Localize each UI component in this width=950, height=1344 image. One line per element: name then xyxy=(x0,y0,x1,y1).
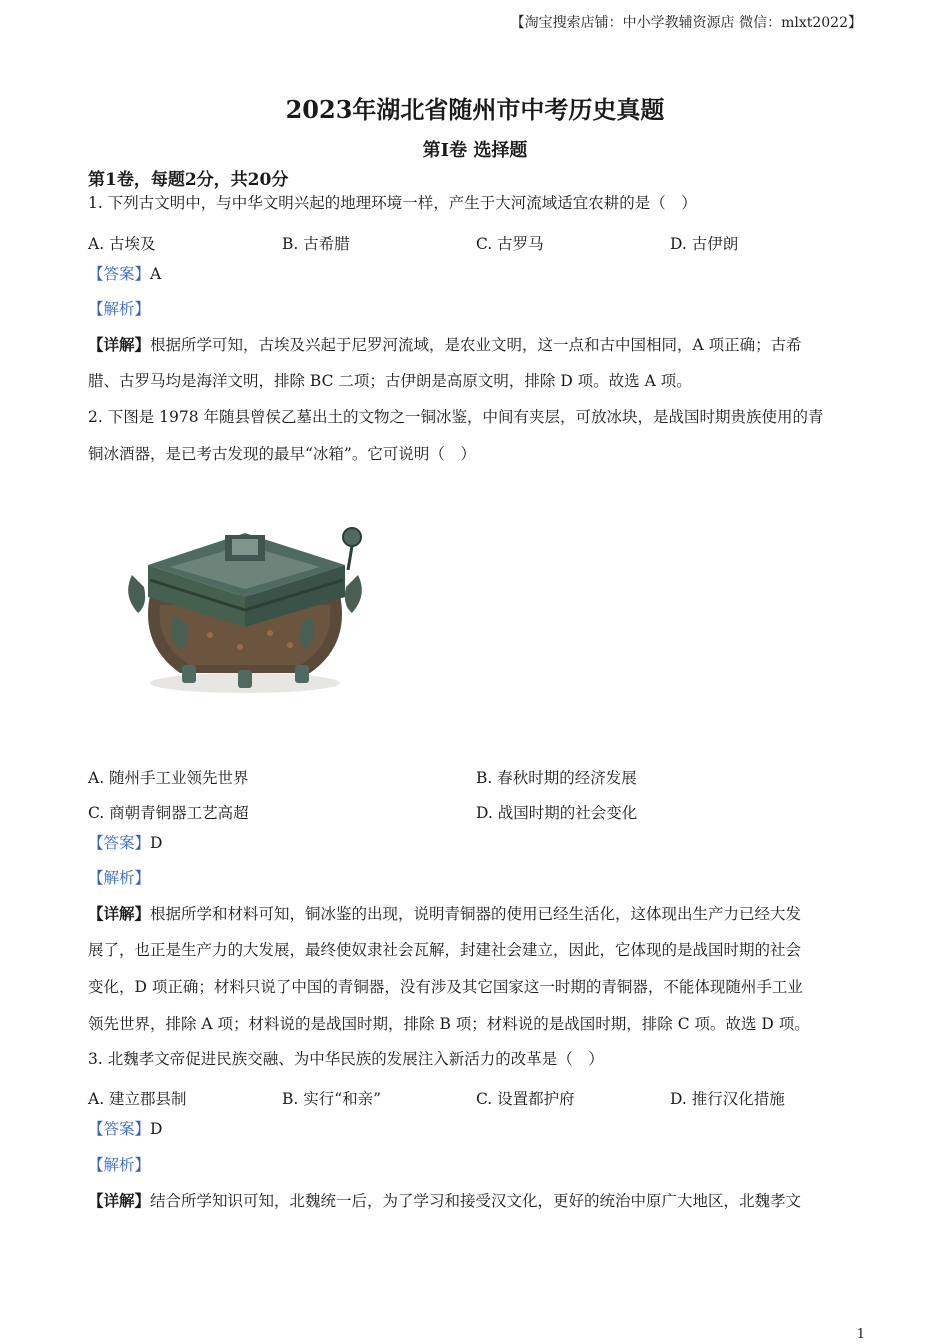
q2-detail-text-1: 根据所学和材料可知，铜冰鉴的出现，说明青铜器的使用已经生活化，这体现出生产力已经大发 xyxy=(150,905,802,923)
q3-stem: 3. 北魏孝文帝促进民族交融、为中华民族的发展注入新活力的改革是（ ） xyxy=(88,1050,604,1068)
answer-label: 【答案】 xyxy=(88,834,151,852)
q3-option-c: C. 设置都护府 xyxy=(476,1090,575,1108)
q3-detail-text-1: 结合所学知识可知，北魏统一后，为了学习和接受汉文化，更好的统治中原广大地区，北魏孝文 xyxy=(150,1192,802,1210)
bronze-ice-vessel-image xyxy=(120,505,370,700)
q2-detail-3: 变化，D 项正确；材料只说了中国的青铜器，没有涉及其它国家这一时期的青铜器，不能体现随州手工业 xyxy=(88,978,803,996)
q2-option-a: A. 随州手工业领先世界 xyxy=(88,769,249,787)
q2-answer xyxy=(88,836,162,852)
answer-label: 【答案】 xyxy=(88,265,151,283)
q2-option-b: B. 春秋时期的经济发展 xyxy=(476,769,637,787)
q1-detail-2: 腊、古罗马均是海洋文明，排除 BC 二项；古伊朗是高原文明，排除 D 项。故选 A 项。 xyxy=(88,372,692,390)
q2-detail-1 xyxy=(88,906,801,923)
answer-label: 【答案】 xyxy=(88,1120,151,1138)
detail-label: 【详解】 xyxy=(88,1191,151,1210)
q2-stem-2: 铜冰酒器，是已考古发现的最早“冰箱”。它可说明（ ） xyxy=(88,445,476,463)
q1-option-c: C. 古罗马 xyxy=(476,235,544,253)
q1-answer-value: A xyxy=(150,265,162,283)
q1-option-a: A. 古埃及 xyxy=(88,235,156,253)
detail-label: 【详解】 xyxy=(88,335,151,354)
q1-option-b: B. 古希腊 xyxy=(282,235,350,253)
q3-option-a: A. 建立郡县制 xyxy=(88,1090,187,1108)
q3-option-d: D. 推行汉化措施 xyxy=(670,1090,785,1108)
q2-detail-2: 展了，也正是生产力的大发展，最终使奴隶社会瓦解，封建社会建立，因此，它体现的是战国时期的社会 xyxy=(88,941,802,959)
q3-detail-1 xyxy=(88,1193,801,1210)
analysis-label: 【解析】 xyxy=(88,869,151,887)
analysis-label: 【解析】 xyxy=(88,300,151,318)
detail-label: 【详解】 xyxy=(88,904,151,923)
q1-stem: 1. 下列古文明中，与中华文明兴起的地理环境一样，产生于大河流域适宜农耕的是（ ） xyxy=(88,194,697,212)
analysis-label: 【解析】 xyxy=(88,1156,151,1174)
document-title: 2023年湖北省随州市中考历史真题 xyxy=(285,95,665,124)
part-heading: 第1卷，每题2分，共20分 xyxy=(88,170,289,190)
q1-detail-text-1: 根据所学可知，古埃及兴起于尼罗河流域，是农业文明，这一点和古中国相同，A 项正确；古希 xyxy=(150,336,802,354)
q2-answer-value: D xyxy=(150,834,163,852)
q3-answer-value: D xyxy=(150,1120,163,1138)
header-note: 【淘宝搜索店铺：中小学教辅资源店 微信：mlxt2022】 xyxy=(510,15,862,31)
q2-analysis xyxy=(88,871,150,887)
q1-analysis xyxy=(88,302,150,318)
q3-analysis xyxy=(88,1158,150,1174)
q2-option-c: C. 商朝青铜器工艺高超 xyxy=(88,804,249,822)
q3-answer xyxy=(88,1122,162,1138)
page-number: 1 xyxy=(856,1327,865,1342)
q2-detail-4: 领先世界，排除 A 项；材料说的是战国时期，排除 B 项；材料说的是战国时期，排除 C 项。故选 D 项。 xyxy=(88,1015,810,1033)
section-title: 第Ⅰ卷 选择题 xyxy=(422,140,528,161)
q2-option-d: D. 战国时期的社会变化 xyxy=(476,804,638,822)
q3-option-b: B. 实行“和亲” xyxy=(282,1090,382,1108)
q1-option-d: D. 古伊朗 xyxy=(670,235,739,253)
q1-answer xyxy=(88,267,161,283)
q1-detail-1 xyxy=(88,337,802,354)
q2-stem-1: 2. 下图是 1978 年随县曾侯乙墓出土的文物之一铜冰鉴，中间有夹层，可放冰块，是战国时期贵族使用的青 xyxy=(88,408,824,426)
